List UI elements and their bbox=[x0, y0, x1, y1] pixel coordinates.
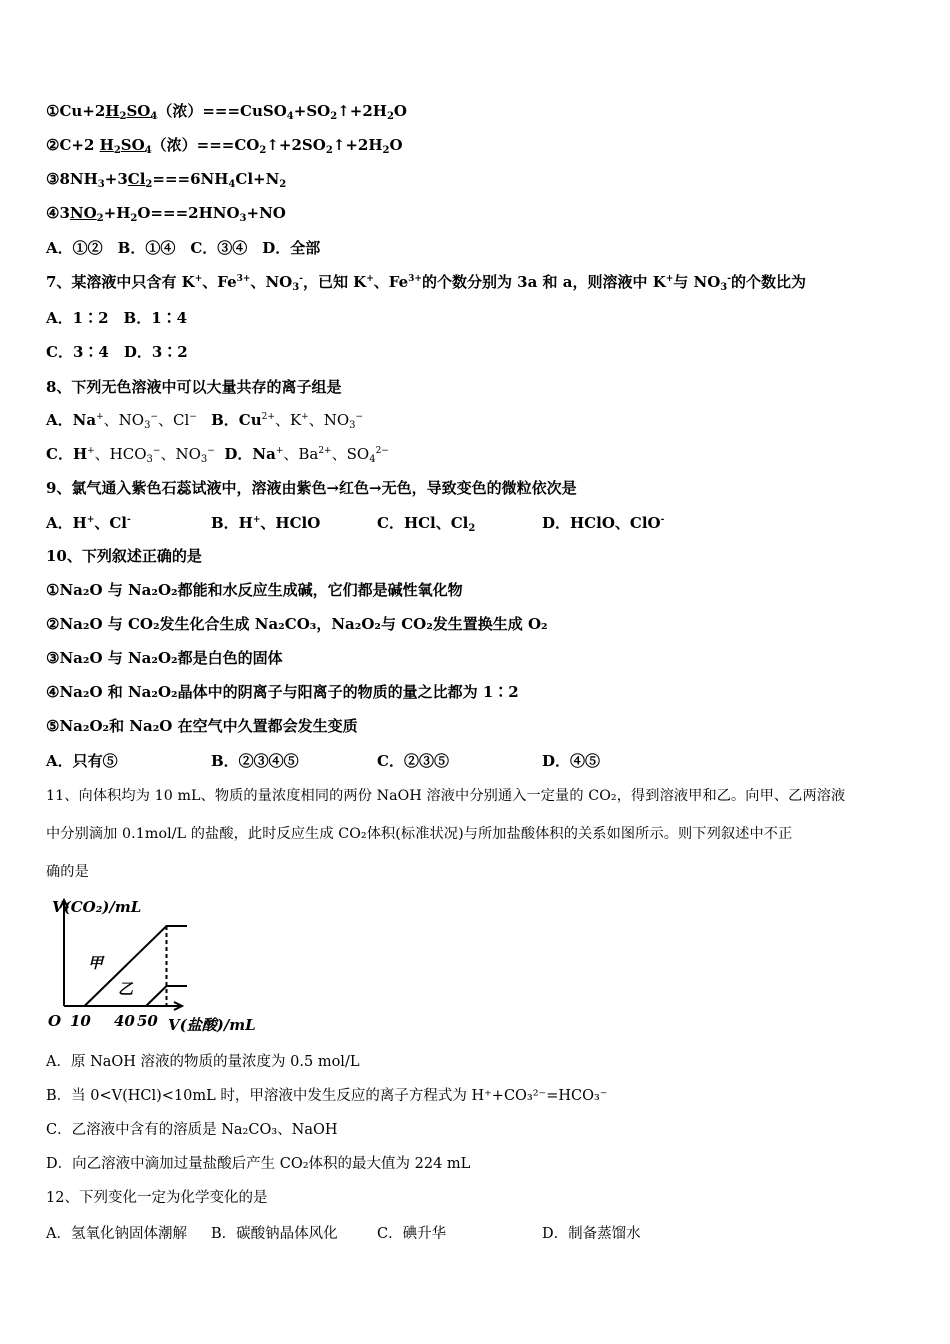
q10-option-a: A．只有⑤ bbox=[46, 752, 118, 770]
q9-option-b: B．H+、HClO bbox=[211, 514, 321, 532]
reaction-4: $④3NO_2+H_2O===2HNO_3+NO$ bbox=[46, 204, 286, 224]
q6-options: A．①② B．①④ C．③④ D．全部 bbox=[46, 239, 321, 257]
q12-option-d: D．制备蒸馏水 bbox=[542, 1226, 641, 1242]
q9-option-d: D．HClO、ClO- bbox=[542, 514, 665, 532]
x-axis-label: V(盐酸)/mL bbox=[168, 1016, 256, 1034]
q7-stem: 7、某溶液中只含有 K+、$Fe^{3+}$、$NO_3^-$，已知 K+、$Fe^{3+}$的个数分别为 3a 和 a，则溶液中 K+与 $NO_3^-$的个数比为 bbox=[46, 273, 807, 293]
q8-options-cd: C．H+、$HCO_3^-$、$NO_3^-$ D．Na+、$Ba^{2+}$、$SO_4^{2-}$ bbox=[46, 445, 389, 465]
q9-option-a: A．H+、Cl- bbox=[46, 514, 131, 532]
q10-statement-1: ①Na₂O 与 Na₂O₂都能和水反应生成碱，它们都是碱性氧化物 bbox=[46, 581, 463, 599]
q7-options-cd: C．3∶4 D．3∶2 bbox=[46, 343, 188, 361]
q11-stem-line-2: 中分别滴加 0.1mol/L 的盐酸，此时反应生成 CO₂体积(标准状况)与所加盐酸体积的关系如图所示。则下列叙述中不正 bbox=[46, 826, 793, 842]
q11-option-c: C．乙溶液中含有的溶质是 Na₂CO₃、NaOH bbox=[46, 1122, 338, 1138]
q12-option-a: A．氢氧化钠固体潮解 bbox=[46, 1226, 187, 1242]
reaction-1: $①Cu+2H_2SO_4$（浓）$===CuSO_4+SO_2↑+2H_2O$ bbox=[46, 102, 407, 122]
q10-option-b: B．②③④⑤ bbox=[211, 752, 299, 770]
x-tick-label: 40 bbox=[114, 1012, 135, 1030]
x-tick-label: 10 bbox=[70, 1012, 91, 1030]
q9-option-c: C．HCl、$Cl_2$ bbox=[377, 514, 476, 534]
origin-label: O bbox=[48, 1012, 62, 1030]
q10-stem: 10、下列叙述正确的是 bbox=[46, 547, 202, 565]
q10-option-c: C．②③⑤ bbox=[377, 752, 449, 770]
co2-volume-chart bbox=[40, 890, 270, 1044]
q12-option-b: B．碳酸钠晶体风化 bbox=[211, 1226, 338, 1242]
q10-statement-2: ②Na₂O 与 CO₂发生化合生成 Na₂CO₃，Na₂O₂与 CO₂发生置换生成 O₂ bbox=[46, 615, 548, 633]
series-label-jia: 甲 bbox=[88, 954, 104, 972]
q10-statement-3: ③Na₂O 与 Na₂O₂都是白色的固体 bbox=[46, 649, 283, 667]
series-label-yi: 乙 bbox=[118, 980, 134, 998]
y-axis-label: V(CO₂)/mL bbox=[52, 898, 142, 916]
reaction-3: $③8NH_3+3Cl_2===6NH_4Cl+N_2$ bbox=[46, 170, 287, 190]
q11-option-d: D．向乙溶液中滴加过量盐酸后产生 CO₂体积的最大值为 224 mL bbox=[46, 1156, 471, 1172]
q9-stem: 9、氯气通入紫色石蕊试液中，溶液由紫色→红色→无色，导致变色的微粒依次是 bbox=[46, 479, 577, 497]
q11-stem-line-1: 11、向体积均为 10 mL、物质的量浓度相同的两份 NaOH 溶液中分别通入一定量的 CO₂，得到溶液甲和乙。向甲、乙两溶液 bbox=[46, 788, 846, 804]
q8-options-ab: A．Na+、$NO_3^-$、Cl− B．$Cu^{2+}$、K+、$NO_3^-$ bbox=[46, 411, 364, 431]
q11-option-b: B．当 0<V(HCl)<10mL 时，甲溶液中发生反应的离子方程式为 H⁺+CO₃²⁻=HCO₃⁻ bbox=[46, 1088, 608, 1104]
q10-statement-4: ④Na₂O 和 Na₂O₂晶体中的阴离子与阳离子的物质的量之比都为 1∶2 bbox=[46, 683, 519, 701]
q12-option-c: C．碘升华 bbox=[377, 1226, 447, 1242]
q11-option-a: A．原 NaOH 溶液的物质的量浓度为 0.5 mol/L bbox=[46, 1054, 360, 1070]
x-tick-label: 50 bbox=[137, 1012, 158, 1030]
q11-stem-line-3: 确的是 bbox=[46, 864, 89, 880]
q10-option-d: D．④⑤ bbox=[542, 752, 601, 770]
q7-options-ab: A．1∶2 B．1∶4 bbox=[46, 309, 188, 327]
q12-stem: 12、下列变化一定为化学变化的是 bbox=[46, 1190, 268, 1206]
q10-statement-5: ⑤Na₂O₂和 Na₂O 在空气中久置都会发生变质 bbox=[46, 717, 358, 735]
q8-stem: 8、下列无色溶液中可以大量共存的离子组是 bbox=[46, 378, 342, 396]
chart-svg bbox=[40, 890, 270, 1040]
reaction-2: ②C+2 $H_2SO_4$（浓）$===CO_2↑+2SO_2↑+2H_2O$ bbox=[46, 136, 403, 156]
